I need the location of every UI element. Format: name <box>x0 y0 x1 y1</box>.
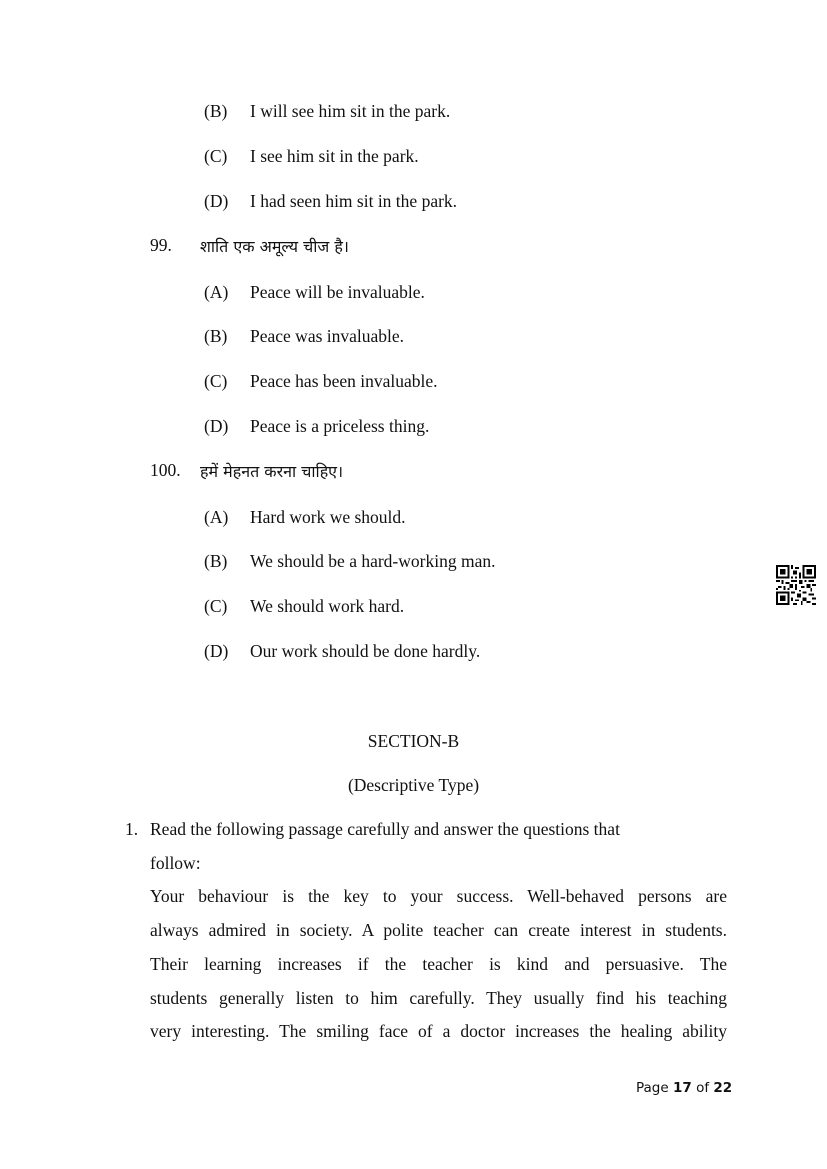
option-label: (A) <box>204 507 229 527</box>
option-label: (D) <box>204 191 229 211</box>
option-text: Peace will be invaluable. <box>250 282 425 302</box>
page-number-footer <box>636 1080 732 1096</box>
instruction-line-2: follow: <box>150 853 201 873</box>
question-text: शाति एक अमूल्य चीज है। <box>200 237 349 256</box>
section-subtitle: (Descriptive Type) <box>347 775 480 795</box>
option-label: (C) <box>204 146 228 166</box>
passage-line: very interesting. The smiling face of a doctor increases the healing ability <box>150 1021 727 1041</box>
passage-line: Their learning increases if the teacher is kind and persuasive. The <box>150 954 727 974</box>
option-text: We should work hard. <box>250 596 405 616</box>
page-total: 22 <box>713 1080 733 1096</box>
qr-code-icon <box>776 565 816 605</box>
of-word: of <box>696 1080 710 1096</box>
option-label: (B) <box>204 551 228 571</box>
question-text: हमें मेहनत करना चाहिए। <box>200 462 344 481</box>
question-number: 1. <box>125 819 139 839</box>
section-title: SECTION-B <box>367 731 460 751</box>
question-number: 100. <box>150 460 181 480</box>
option-text: I see him sit in the park. <box>250 146 419 166</box>
page-current: 17 <box>672 1080 692 1096</box>
page-word: Page <box>636 1080 669 1096</box>
passage-line: students generally listen to him carefully. They usually find his teaching <box>150 988 727 1008</box>
option-text: Peace has been invaluable. <box>250 371 438 391</box>
passage-line: always admired in society. A polite teacher can create interest in students. <box>150 920 727 940</box>
instruction-line-1: Read the following passage carefully and answer the questions that <box>150 819 620 839</box>
option-text: Peace is a priceless thing. <box>250 416 430 436</box>
option-text: Peace was invaluable. <box>250 326 405 346</box>
option-text: Our work should be done hardly. <box>250 641 481 661</box>
option-label: (C) <box>204 371 228 391</box>
option-label: (D) <box>204 641 229 661</box>
question-number: 99. <box>150 235 172 255</box>
option-label: (C) <box>204 596 228 616</box>
option-text: We should be a hard-working man. <box>250 551 496 571</box>
option-label: (A) <box>204 282 229 302</box>
option-text: I had seen him sit in the park. <box>250 191 458 211</box>
option-label: (B) <box>204 101 228 121</box>
option-label: (D) <box>204 416 229 436</box>
option-text: I will see him sit in the park. <box>250 101 451 121</box>
passage-line: Your behaviour is the key to your success. Well-behaved persons are <box>150 886 727 906</box>
option-text: Hard work we should. <box>250 507 406 527</box>
option-label: (B) <box>204 326 228 346</box>
